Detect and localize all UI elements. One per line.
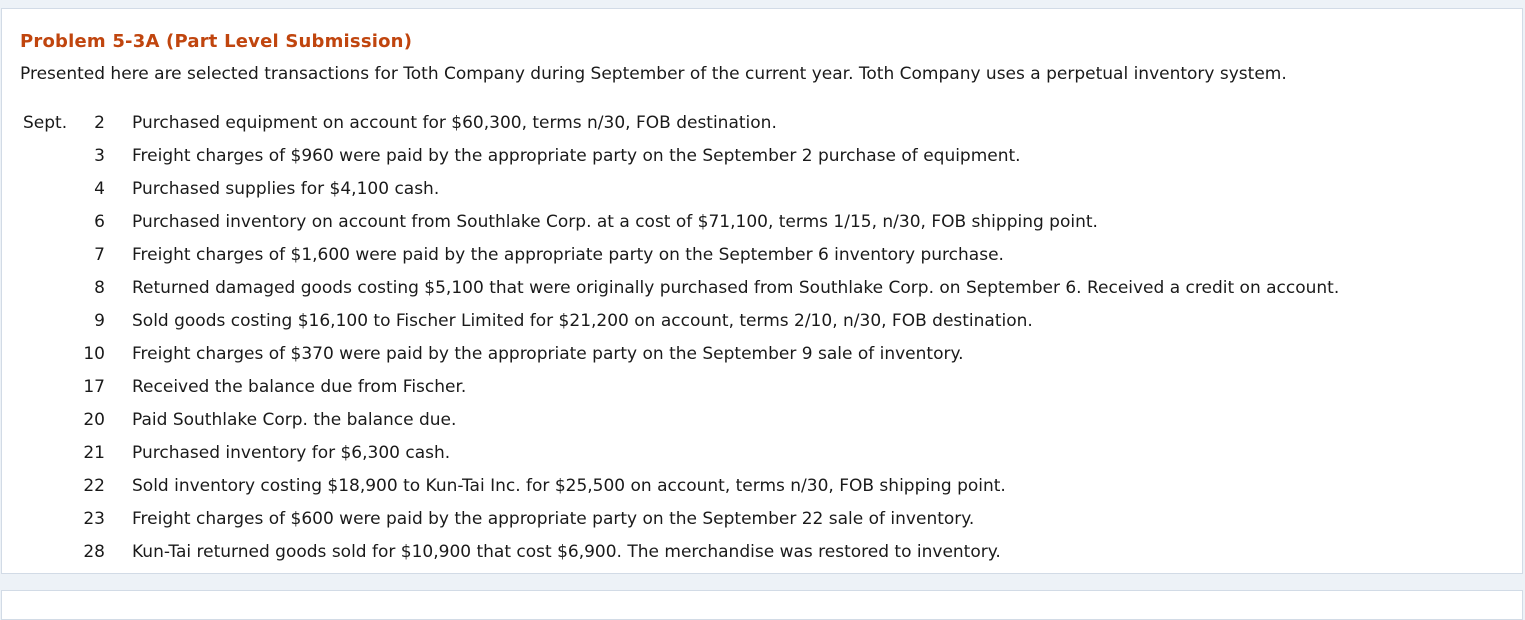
transaction-day: 23 — [83, 509, 105, 529]
transaction-row — [2, 474, 1522, 507]
transaction-row — [2, 210, 1522, 243]
transaction-day: 3 — [94, 146, 105, 166]
transaction-row — [2, 375, 1522, 408]
transaction-description: Received the balance due from Fischer. — [132, 377, 467, 397]
transaction-day: 28 — [83, 542, 105, 562]
transaction-row — [2, 540, 1522, 573]
transaction-description: Freight charges of $370 were paid by the appropriate party on the September 9 sale of inventory. — [132, 344, 964, 364]
transaction-day: 17 — [83, 377, 105, 397]
transaction-row — [2, 342, 1522, 375]
transaction-description: Purchased equipment on account for $60,300, terms n/30, FOB destination. — [132, 113, 777, 133]
transaction-description: Purchased inventory on account from Southlake Corp. at a cost of $71,100, terms 1/15, n/30, FOB shipping point. — [132, 212, 1098, 232]
transaction-list — [2, 111, 1522, 573]
transaction-day: 2 — [94, 113, 105, 133]
transaction-day: 7 — [94, 245, 105, 265]
transaction-day: 22 — [83, 476, 105, 496]
transaction-day: 10 — [83, 344, 105, 364]
transaction-row — [2, 408, 1522, 441]
transaction-description: Freight charges of $960 were paid by the appropriate party on the September 2 purchase of equipment. — [132, 146, 1021, 166]
problem-panel — [1, 8, 1523, 574]
problem-intro: Presented here are selected transactions for Toth Company during September of the current year. Toth Company uses a perpetual inventory system. — [20, 64, 1287, 84]
next-section-panel — [1, 590, 1523, 620]
transaction-day: 4 — [94, 179, 105, 199]
problem-title: Problem 5-3A (Part Level Submission) — [20, 31, 413, 52]
transaction-description: Kun-Tai returned goods sold for $10,900 that cost $6,900. The merchandise was restored to inventory. — [132, 542, 1001, 562]
transaction-row — [2, 309, 1522, 342]
transaction-description: Purchased supplies for $4,100 cash. — [132, 179, 440, 199]
transaction-description: Returned damaged goods costing $5,100 that were originally purchased from Southlake Corp. on September 6. Received a credit on account. — [132, 278, 1340, 298]
transaction-description: Purchased inventory for $6,300 cash. — [132, 443, 451, 463]
transaction-description: Paid Southlake Corp. the balance due. — [132, 410, 457, 430]
transaction-day: 9 — [94, 311, 105, 331]
transaction-row — [2, 441, 1522, 474]
transaction-description: Freight charges of $1,600 were paid by the appropriate party on the September 6 inventory purchase. — [132, 245, 1004, 265]
transaction-row — [2, 243, 1522, 276]
transaction-row — [2, 144, 1522, 177]
transaction-month: Sept. — [23, 113, 68, 133]
transaction-day: 21 — [83, 443, 105, 463]
transaction-row — [2, 177, 1522, 210]
transaction-description: Sold goods costing $16,100 to Fischer Limited for $21,200 on account, terms 2/10, n/30, FOB destination. — [132, 311, 1033, 331]
transaction-description: Sold inventory costing $18,900 to Kun-Tai Inc. for $25,500 on account, terms n/30, FOB shipping point. — [132, 476, 1006, 496]
transaction-description: Freight charges of $600 were paid by the appropriate party on the September 22 sale of inventory. — [132, 509, 975, 529]
transaction-row — [2, 507, 1522, 540]
transaction-day: 6 — [94, 212, 105, 232]
transaction-row — [2, 276, 1522, 309]
transaction-row — [2, 111, 1522, 144]
transaction-day: 20 — [83, 410, 105, 430]
transaction-day: 8 — [94, 278, 105, 298]
